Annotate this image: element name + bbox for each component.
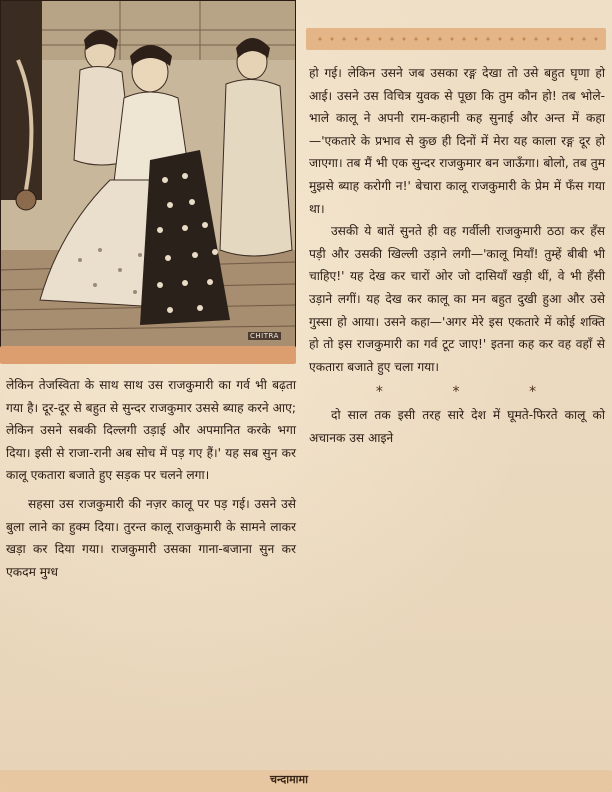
separator-star: * [529,384,537,401]
decorative-band-middle [0,346,296,364]
paragraph: दो साल तक इसी तरह सारे देश में घूमते-फिरते कालू को अचानक उस आइने [309,408,605,445]
left-text-column [6,374,296,583]
paragraph: सहसा उस राजकुमारी की नज़र कालू पर पड़ गई। उसने उसे बुला लाने का हुक्म दिया। तुरन्त कालू राजकुमारी के सामने लाकर खड़ा कर दिया गया। राजकुमारी उसका गाना-बजाना सुन कर एकदम मुग्ध [6,496,296,579]
section-separator [341,382,571,402]
paragraph: उसकी ये बातें सुनते ही वह गर्वीली राजकुमारी ठठा कर हँस पड़ी और उसकी खिल्ली उड़ाने लगी—'कालू मियाँ! तुम्हें बीबी भी चाहिए!' यह देख कर चारों ओर जो दासियाँ खड़ी थीं, वे भी हँसी उड़ाने लगीं। यह देख कर कालू का मन बहुत दुखी हुआ और उसे गुस्सा हो आया। उसने कहा—'अगर मेरे इस एकतारे में कोई शक्ति हो तो इस राजकुमारी का गर्व टूट जाए!' इतना कह कर वह वहाँ से एकतारा बजाते हुए चला गया। [309,224,605,374]
magazine-title: चन्दामामा [270,773,308,786]
decorative-band-top [306,28,606,50]
paragraph: हो गई। लेकिन उसने जब उसका रङ्ग देखा तो उसे बहुत घृणा हो आई। उसने उस विचित्र युवक से पूछा कि तुम कौन हो! तब भोले-भाले कालू ने अपनी राम-कहानी कह सुनाई और अन्त में कहा—'एकतारे के प्रभाव से कुछ ही दिनों में मेरा यह काला रङ्ग दूर हो जाएगा। तब मैं भी एक सुन्दर राजकुमार बन जाऊँगा। बोलो, तब तुम मुझसे ब्याह करोगी न!' बेचारा कालू राजकुमारी के प्रेम में फँस गया था। [309,66,605,216]
right-text-column [309,62,605,450]
artist-signature: CHITRA [250,332,279,340]
separator-star: * [375,384,383,401]
separator-star: * [452,384,460,401]
paragraph: लेकिन तेजस्विता के साथ साथ उस राजकुमारी का गर्व भी बढ़ता गया है। दूर-दूर से बहुत से सुन्दर राजकुमार उससे ब्याह करने आए; लेकिन उसने सबकी दिल्लगी उड़ाई और अपमानित करके भगा दिया। इसी से राजा-रानी अब सोच में पड़ गए हैं।' यह सब सुन कर कालू एकतारा बजाते हुए सड़क पर चलने लगा। [6,378,296,483]
story-illustration [0,0,296,350]
illustration-princess-and-kalu-icon [0,0,296,350]
